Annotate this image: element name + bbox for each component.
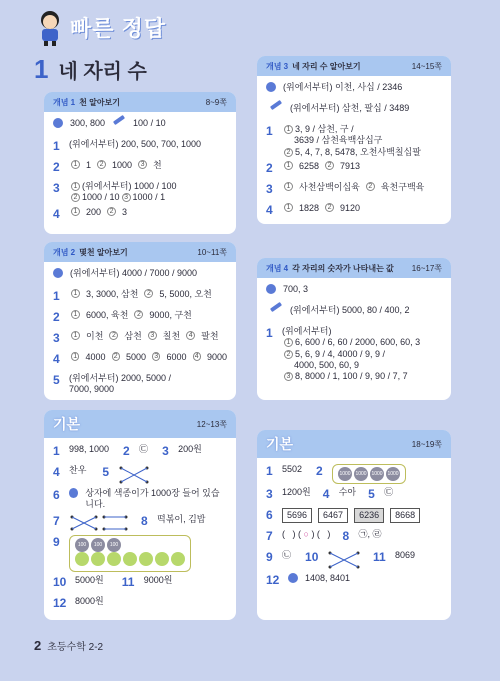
answer: 9000, 구천 [149,310,192,320]
coin-icon [139,552,153,566]
answer: 5, 4, 7, 8, 5478, 오천사백칠십팔 [295,146,421,157]
answer: 100 / 10 [133,118,166,128]
answer: 5, 5000, 오천 [159,289,212,299]
answer: 육천구백육 [380,181,425,192]
matching-lines [327,550,361,570]
pencil-icon [270,302,282,312]
page-range: 14~15쪽 [411,61,442,71]
pencil-icon [270,100,282,110]
number-card: 6467 [318,508,348,523]
answer: 8, 8000 / 1, 100 / 9, 90 / 7, 7 [295,371,408,381]
answer: (위에서부터) 2000, 5000 / [69,373,172,383]
answer: ㉡ [282,550,292,560]
answer: 200원 [178,444,202,454]
answer: 수아 [338,487,357,497]
coin-tray [332,464,406,484]
mascot-icon [32,8,68,46]
answer: 찬우 [69,465,87,475]
answer: 9000원 [143,574,173,585]
card-header [44,92,236,112]
coin-icon: 1000 [386,467,400,481]
answer-blanks: ( ) ( ○ ) ( ) [282,529,331,539]
answer: 7000, 9000 [69,384,115,395]
pencil-icon [113,115,125,125]
answer: 5000 [125,352,146,362]
answer: 1000 [112,160,133,170]
number-card: 5696 [282,508,312,523]
card-title: 몇천 알아보기 [79,247,128,257]
answer: 1000 / 10 [82,192,120,203]
card-concept2: 개념 2 몇천 알아보기 10~11쪽 (위에서부터) 4000 / 7000 / 9000 1 1 3, 3000, 삼천 2 5, 5000, 오천 2 1 6000, 육천 2 9000, 구천 3 1 이천 2 삼천 3 칠천 4 팔천 4 1 4000 2 5000 3 6000 4 9000 5 (위에서부터) 2000, 5000 / 7000, 9000 [44,242,236,400]
number-card: 8668 [390,508,420,523]
answer: 200 [86,206,102,217]
concept-tag: 개념 4 [266,263,289,273]
coin-icon: 1000 [354,467,368,481]
answer: 4000, 500, 60, 9 [294,359,360,370]
card-title: 네 자리 수 알아보기 [292,61,361,71]
answer: 3639 / 삼천육백삼십구 [294,135,383,146]
concept-tag: 개념 2 [53,247,76,257]
answer: (위에서부터) 4000 / 7000 / 9000 [70,268,198,278]
answer: 998, 1000 [69,444,110,454]
answer: 6258 [299,160,320,171]
answer: 300, 800 [70,118,106,128]
answer: 사천삼백이십육 [299,181,360,192]
chapter-title: 네 자리 수 [58,61,147,83]
check-icon [53,268,63,278]
page-range: 16~17쪽 [411,263,442,273]
answer: 1 [86,160,92,170]
concept-tag: 개념 3 [266,61,289,71]
coin-icon: 100 [107,538,121,552]
answer: 9120 [340,202,361,213]
card-concept3: 개념 3 네 자리 수 알아보기 14~15쪽 (위에서부터) 이천, 사십 / 2346 (위에서부터) 삼천, 팔십 / 3489 1 1 3, 9 / 삼천, 구 / 3639 / 삼천육백삼십구 2 5, 4, 7, 8, 5478, 오천사백칠십팔 2 1 6258 2 7913 3 1 사천삼백이십육 2 육천구백육 4 1 1828 2 9120 [257,56,451,224]
check-icon [266,284,276,294]
answer: 7913 [340,160,361,171]
answer: 5000원 [75,574,104,585]
page-header [30,6,250,46]
matching-lines [118,465,150,485]
page-range: 8~9쪽 [205,97,227,107]
answer: 700, 3 [283,284,309,294]
page-range: 18~19쪽 [411,439,442,449]
answer: 상자에 색종이가 1000장 들어 있습니다. [85,488,220,510]
coin-icon [91,552,105,566]
coin-icon: 1000 [370,467,384,481]
answer: 1408, 8401 [305,573,351,583]
answer: 6, 600 / 6, 60 / 2000, 600, 60, 3 [295,337,421,348]
check-icon [53,118,63,128]
card-basic-right: 기본 18~19쪽 1 5502 2 1000 1000 1000 1000 3 1200원 4 수아 5 ㉢ 6 5696 6467 6236 8668 7 ( ) ( ○ ) ( ) 8 ㉠, ㉣ 9 ㉡ 10 11 8069 12 1408, 8401 [257,430,451,620]
answer: ㉢ [384,487,394,497]
answer: 6000, 육천 [86,310,129,320]
answer: (위에서부터) 1000 / 100 [82,181,177,191]
chapter-heading [34,54,147,85]
answer: 8069 [395,550,416,560]
answer: 1000 / 1 [132,192,166,203]
answer: 3 [122,206,128,217]
answer: (위에서부터) [282,326,332,336]
answer: 1200원 [282,487,311,497]
card-header [257,56,451,76]
answer: 이천 [86,331,104,341]
card-concept4: 개념 4 각 자리의 숫자가 나타내는 값 16~17쪽 700, 3 (위에서부터) 5000, 80 / 400, 2 1 (위에서부터) 1 6, 600 / 6, 60 / 2000, 600, 60, 3 2 5, 6, 9 / 4, 4000 / 9, 9 / 4000, 500, 60, 9 3 8, 8000 / 1, 100 / 9, 90 / 7, 7 [257,258,451,400]
answer: (위에서부터) 5000, 80 / 400, 2 [290,305,410,315]
answer: 칠천 [162,331,181,341]
answer: 5, 6, 9 / 4, 4000 / 9, 9 / [295,348,386,359]
answer: (위에서부터) 200, 500, 700, 1000 [69,139,202,149]
page-number: 2 [34,638,42,653]
coin-icon: 100 [91,538,105,552]
card-title: 기본 [53,416,81,432]
coin-icon [75,552,89,566]
answer: 6000 [166,352,187,362]
card-title: 기본 [266,436,294,452]
concept-tag: 개념 1 [53,97,76,107]
card-basic-left: 기본 12~13쪽 1 998, 1000 2 ㉢ 3 200원 4 찬우 5 6 상자에 색종이가 1000장 들어 있습니다. 7 8 떡볶이, 김밥 9 100 100 100 10 5000원 11 9000원 12 8000원 [44,410,236,620]
card-concept1: 개념 1 천 알아보기 8~9쪽 300, 800 100 / 10 1 (위에서부터) 200, 500, 700, 1000 2 1 1 2 1000 3 천 3 1 (위에서부터) 1000 / 100 2 1000 / 10 3 1000 / 1 4 1 200 2 3 [44,92,236,234]
page-footer [34,638,103,653]
matching-lines [69,514,129,532]
answer: 팔천 [201,331,219,341]
coin-icon [171,552,185,566]
answer: 4000 [85,352,106,362]
answer: 떡볶이, 김밥 [157,513,206,524]
coin-icon: 1000 [338,467,352,481]
page-title: 빠른 정답 [70,16,167,41]
number-card: 6236 [354,508,384,523]
coin-icon [123,552,137,566]
answer: 3, 9 / 삼천, 구 / [295,124,354,134]
coin-tray [69,535,191,572]
answer: 9000 [206,352,227,362]
check-icon [69,488,78,498]
answer: (위에서부터) 삼천, 팔십 / 3489 [290,103,410,113]
card-header [44,242,236,262]
book-title: 초등수학 2-2 [47,642,104,653]
check-icon [288,573,298,583]
page-range: 12~13쪽 [196,419,227,429]
answer: 삼천 [124,331,142,341]
coin-icon [155,552,169,566]
page-range: 10~11쪽 [197,247,227,257]
answer: ㉠, ㉣ [358,529,382,539]
card-title: 각 자리의 숫자가 나타내는 값 [292,263,394,273]
answer: 1828 [299,202,320,213]
coin-icon: 100 [75,538,89,552]
card-header [257,258,451,278]
answer: 3, 3000, 삼천 [86,289,139,299]
card-header [257,430,451,458]
card-title: 천 알아보기 [79,97,121,107]
chapter-number: 1 [34,54,49,84]
coin-icon [107,552,121,566]
answer: 천 [153,160,162,170]
answer: 5502 [282,464,303,474]
answer: (위에서부터) 이천, 사십 / 2346 [283,82,403,92]
answer: ㉢ [139,444,149,454]
card-header [44,410,236,438]
check-icon [266,82,276,92]
answer: 8000원 [75,595,104,606]
